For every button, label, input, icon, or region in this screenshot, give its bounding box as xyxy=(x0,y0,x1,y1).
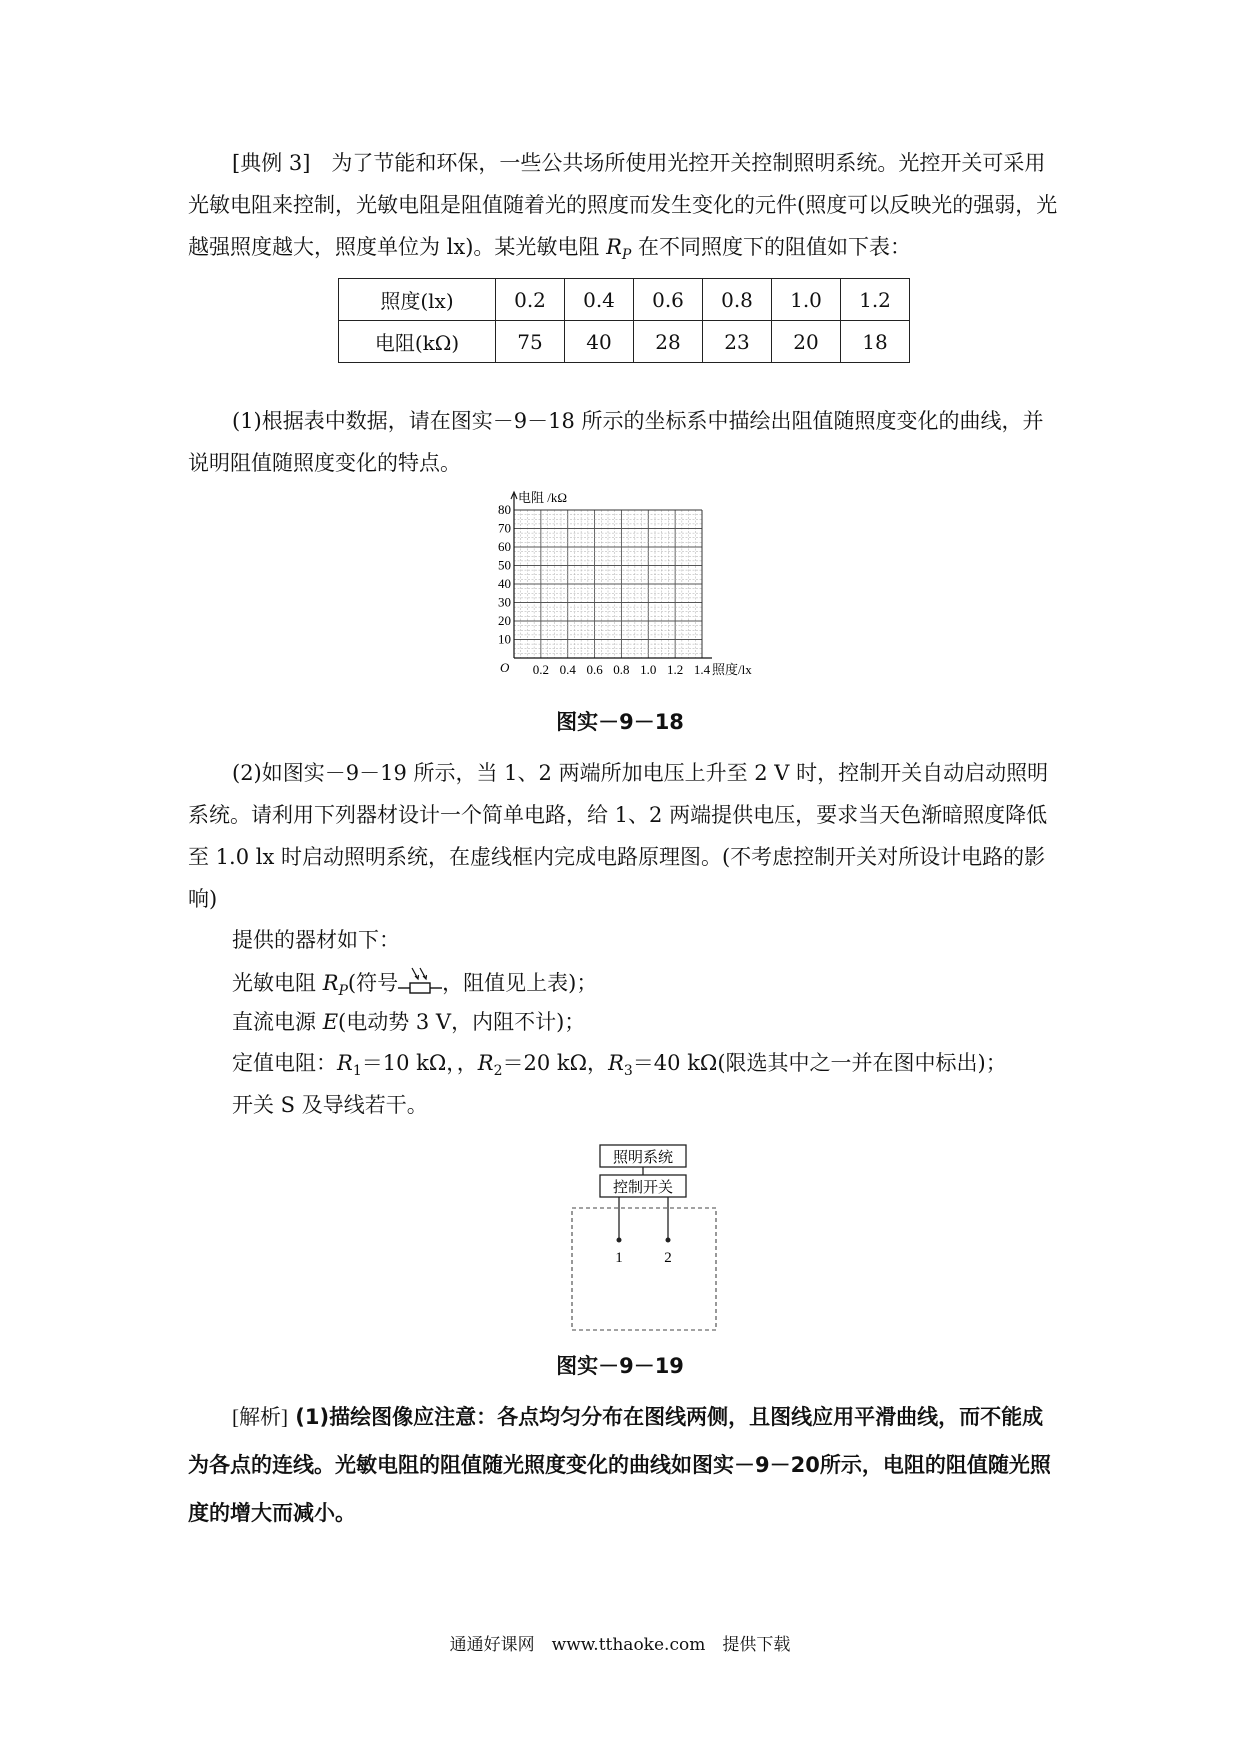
table-cell: 20 xyxy=(772,321,841,363)
data-table xyxy=(338,278,910,363)
page-footer: 通通好课网 www.tthaoke.com 提供下载 xyxy=(449,1635,791,1655)
y-axis-label: 电阻 /kΩ xyxy=(518,490,568,505)
rp-subscript: P xyxy=(338,983,348,1000)
terminal-1-label: 1 xyxy=(615,1250,623,1266)
intro-text-b: 在不同照度下的阻值如下表： xyxy=(631,235,912,259)
equip-text: 定值电阻： xyxy=(232,1051,337,1075)
r1-symbol: R xyxy=(337,1051,353,1075)
table-cell: 1.2 xyxy=(841,279,910,321)
terminal-1 xyxy=(617,1238,622,1243)
table-header-resistance: 电阻(kΩ) xyxy=(339,321,496,363)
analysis-paragraph xyxy=(188,1393,1058,1537)
x-tick-label: 0.2 xyxy=(532,662,549,677)
equip-text: (电动势 3 V，内阻不计)； xyxy=(338,1010,586,1034)
table-cell: 0.6 xyxy=(634,279,703,321)
table-cell: 0.4 xyxy=(565,279,634,321)
question-1: (1)根据表中数据，请在图实－9－18 所示的坐标系中描绘出阻值随照度变化的曲线，并说明阻值随照度变化的特点。 xyxy=(188,409,1044,475)
x-tick-label: 1.4 xyxy=(693,662,711,677)
analysis-text: (1)描绘图像应注意：各点均匀分布在图线两侧，且图线应用平滑曲线，而不能成为各点的连线。光敏电阻的阻值随光照度变化的曲线如图实－9－20所示，电阻的阻值随光照度的增大而减小。 xyxy=(188,1405,1051,1525)
r2-value: ＝20 kΩ， xyxy=(502,1051,609,1075)
table-cell: 18 xyxy=(841,321,910,363)
table-header-illuminance: 照度(lx) xyxy=(339,279,496,321)
equip-text: (符号 xyxy=(347,971,399,995)
y-tick-label: 60 xyxy=(498,539,511,554)
resistance-illuminance-chart xyxy=(470,490,810,690)
y-tick-label: 50 xyxy=(498,557,511,573)
y-tick-label: 30 xyxy=(498,594,511,610)
r3-subscript: 3 xyxy=(623,1063,633,1080)
figure-18-caption: 图实－9－18 xyxy=(556,710,684,734)
table-cell: 1.0 xyxy=(772,279,841,321)
equipment-switch: 开关 S 及导线若干。 xyxy=(232,1093,428,1117)
y-tick-label: 40 xyxy=(498,576,511,591)
table-cell: 0.8 xyxy=(703,279,772,321)
y-tick-label: 10 xyxy=(498,631,511,647)
x-tick-label: 0.8 xyxy=(613,662,630,677)
rp-symbol: R xyxy=(322,971,339,995)
table-row-resistance xyxy=(339,321,910,363)
dashed-design-box xyxy=(572,1208,716,1330)
intro-text-a: 为了节能和环保，一些公共场所使用光控开关控制照明系统。光控开关可采用光敏电阻来控制，光敏电阻是阻值随着光的照度而发生变化的元件(照度可以反映光的强弱，光越强照度越大，照度单位为 lx)。某光敏电阻 xyxy=(188,151,1058,259)
example-label: [典例 3] xyxy=(232,151,311,175)
x-tick-label: 1.0 xyxy=(640,662,657,677)
table-cell: 23 xyxy=(703,321,772,363)
r2-subscript: 2 xyxy=(493,1063,503,1080)
circuit-diagram xyxy=(560,1140,720,1335)
origin-label: O xyxy=(500,660,510,675)
table-cell: 40 xyxy=(565,321,634,363)
x-axis-label: 照度/lx xyxy=(712,662,752,677)
r1-subscript: 1 xyxy=(352,1063,362,1080)
control-switch-label: 控制开关 xyxy=(612,1180,674,1196)
r3-symbol: R xyxy=(608,1051,624,1075)
equipment-title: 提供的器材如下： xyxy=(232,928,400,952)
chart-grid xyxy=(514,510,702,658)
y-tick-label: 70 xyxy=(498,520,511,536)
x-tick-label: 1.2 xyxy=(667,662,684,677)
photoresistor-symbol-icon xyxy=(398,966,442,996)
equip-text: 直流电源 xyxy=(232,1010,323,1034)
equipment-photoresistor xyxy=(232,966,597,1006)
table-cell: 0.2 xyxy=(496,279,565,321)
analysis-label: [解析] xyxy=(232,1405,288,1429)
x-tick-label: 0.6 xyxy=(586,662,603,677)
table-row-illuminance xyxy=(339,279,910,321)
figure-19-caption: 图实－9－19 xyxy=(556,1354,684,1378)
lighting-system-label: 照明系统 xyxy=(612,1150,674,1166)
equip-text: ，阻值见上表)； xyxy=(442,971,598,995)
y-tick-label: 80 xyxy=(498,502,511,517)
emf-symbol: E xyxy=(322,1010,339,1034)
r2-symbol: R xyxy=(477,1051,494,1075)
intro-paragraph xyxy=(188,142,1058,276)
r1-value: ＝10 kΩ，， xyxy=(361,1051,478,1075)
terminal-2 xyxy=(666,1238,671,1243)
r3-value: ＝40 kΩ(限选其中之一并在图中标出)； xyxy=(632,1051,1007,1075)
y-tick-label: 20 xyxy=(498,613,511,628)
rp-subscript: P xyxy=(621,247,632,264)
table-cell: 28 xyxy=(634,321,703,363)
rp-symbol: R xyxy=(606,235,622,259)
x-tick-label: 0.4 xyxy=(559,662,576,677)
equipment-power-source xyxy=(232,1007,585,1037)
question-2: (2)如图实－9－19 所示，当 1、2 两端所加电压上升至 2 V 时，控制开关自动启动照明系统。请利用下列器材设计一个简单电路，给 1、2 两端提供电压，要求当天色渐暗照度降低至 1.0 lx 时启动照明系统，在虚线框内完成电路原理图。(不考虑控制开关对所设计电路的影响) xyxy=(188,761,1049,911)
table-cell: 75 xyxy=(496,321,565,363)
equipment-fixed-resistors xyxy=(232,1048,1007,1086)
terminal-2-label: 2 xyxy=(664,1250,672,1266)
equip-text: 光敏电阻 xyxy=(232,971,323,995)
